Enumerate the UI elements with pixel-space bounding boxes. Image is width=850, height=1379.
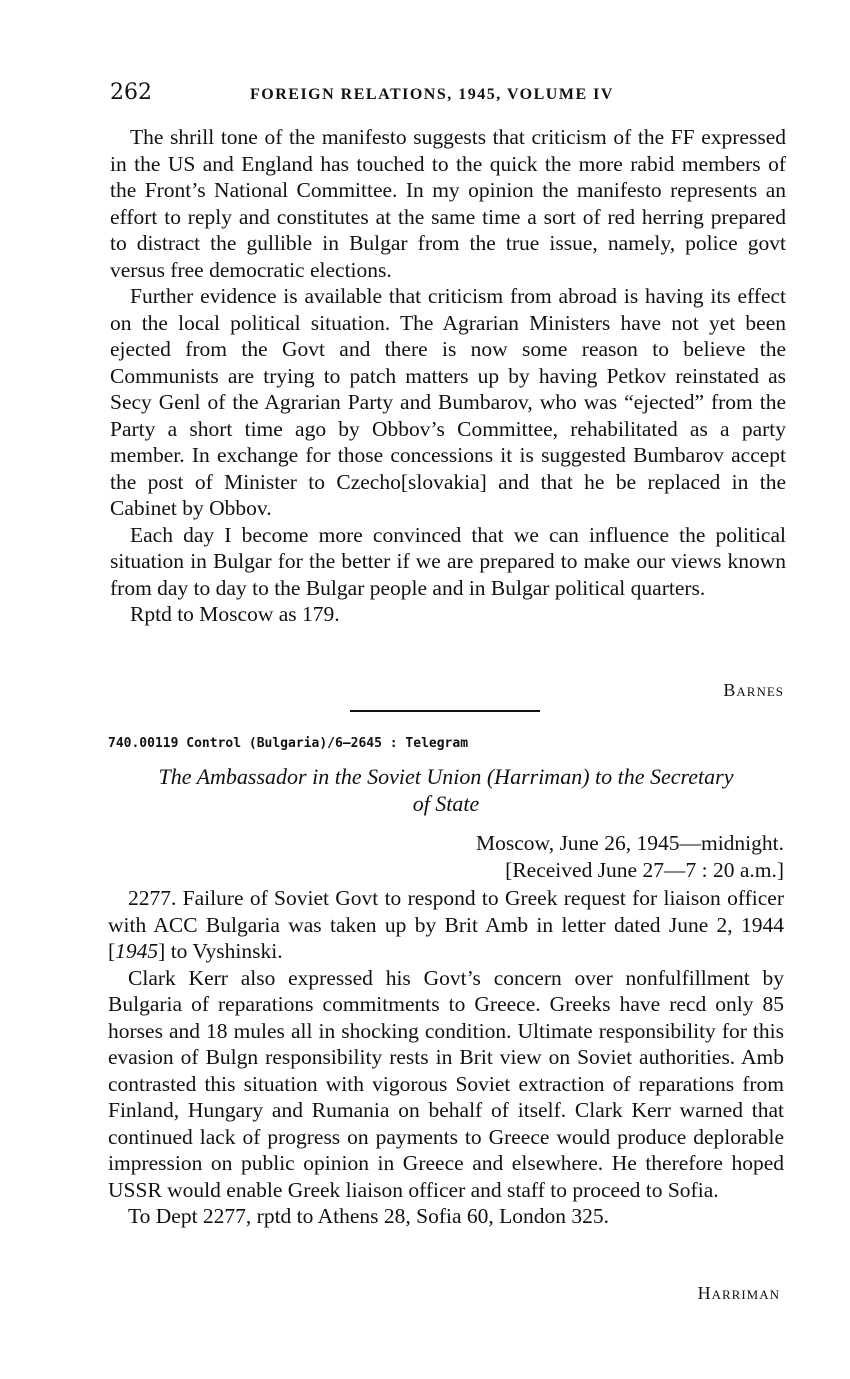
paragraph-repeated-moscow: Rptd to Moscow as 179.: [130, 602, 340, 626]
first-document-body: [110, 124, 786, 628]
running-head: FOREIGN RELATIONS, 1945, VOLUME IV: [250, 86, 614, 103]
received-note: [Received June 27—7 : 20 a.m.]: [505, 858, 784, 882]
signature-barnes: Barnes: [723, 680, 784, 700]
section-divider: [350, 710, 540, 712]
paragraph-manifesto: The shrill tone of the manifesto suggests that criticism of the FF expressed in the US and England has touched to the quick the more rabid members of the Front’s National Committee. In my opinion the manifesto represents an effort to reply and constitutes at the same time a sort of red herring prepared to distract the gullible in Bulgar from the true issue, namely, police govt versus free democratic elections.: [110, 125, 786, 282]
paragraph-reparations: Clark Kerr also expressed his Govt’s concern over nonfulfillment by Bulgaria of reparations commitments to Greece. Greeks have recd only 85 horses and 18 mules all in shocking condition. Ultimate responsibility for this evasion of Bulgn responsibility rests in Brit view on Soviet authorities. Amb contrasted this situation with vigorous Soviet extraction of reparations from Finland, Hungary and Rumania on behalf of itself. Clark Kerr warned that continued lack of progress on payments to Greece would produce deplorable impression on public opinion in Greece and elsewhere. He therefore hoped USSR would enable Greek liaison officer and staff to proceed to Sofia.: [108, 965, 784, 1202]
paragraph-influence: Each day I become more convinced that we can influence the political situation in Bulgar for the better if we are prepared to make our views known from day to day to the Bulgar people and in Bulgar political quarters.: [110, 522, 786, 600]
file-reference: 740.00119 Control (Bulgaria)/6–2645 : Telegram: [108, 736, 469, 751]
signature-harriman: Harriman: [697, 1283, 780, 1303]
document-title-line-2: of State: [412, 791, 480, 816]
second-document-body: [108, 885, 784, 1230]
paragraph-criticism-abroad: Further evidence is available that criticism from abroad is having its effect on the local political situation. The Agrarian Ministers have not yet been ejected from the Govt and there is now some reason to believe the Communists are trying to patch matters up by having Petkov reinstated as Secy Genl of the Agrarian Party and Bumbarov, who was “ejected” from the Party a short time ago by Obbov’s Committee, rehabilitated as a party member. In exchange for those concessions it is suggested Bumbarov accept the post of Minister to Czecho[slovakia] and that he be replaced in the Cabinet by Obbov.: [110, 284, 786, 520]
paragraph-liaison-officer: [108, 885, 784, 965]
paragraph-liaison-text: 2277. Failure of Soviet Govt to respond to Greek request for liaison officer with ACC Bulgaria was taken up by Brit Amb in letter dated June 2, 1944 [: [108, 886, 784, 963]
document-title: [108, 763, 784, 817]
document-title-line-1: The Ambassador in the Soviet Union (Harriman) to the Secretary: [158, 764, 734, 789]
page-header: [110, 80, 786, 114]
page-number: 262: [110, 80, 152, 105]
paragraph-repeated-athens: To Dept 2277, rptd to Athens 28, Sofia 60, London 325.: [128, 1204, 610, 1228]
dateline: Moscow, June 26, 1945—midnight.: [476, 831, 784, 855]
date-correction: 1945: [115, 939, 159, 963]
paragraph-liaison-tail: ] to Vyshinski.: [158, 939, 283, 963]
